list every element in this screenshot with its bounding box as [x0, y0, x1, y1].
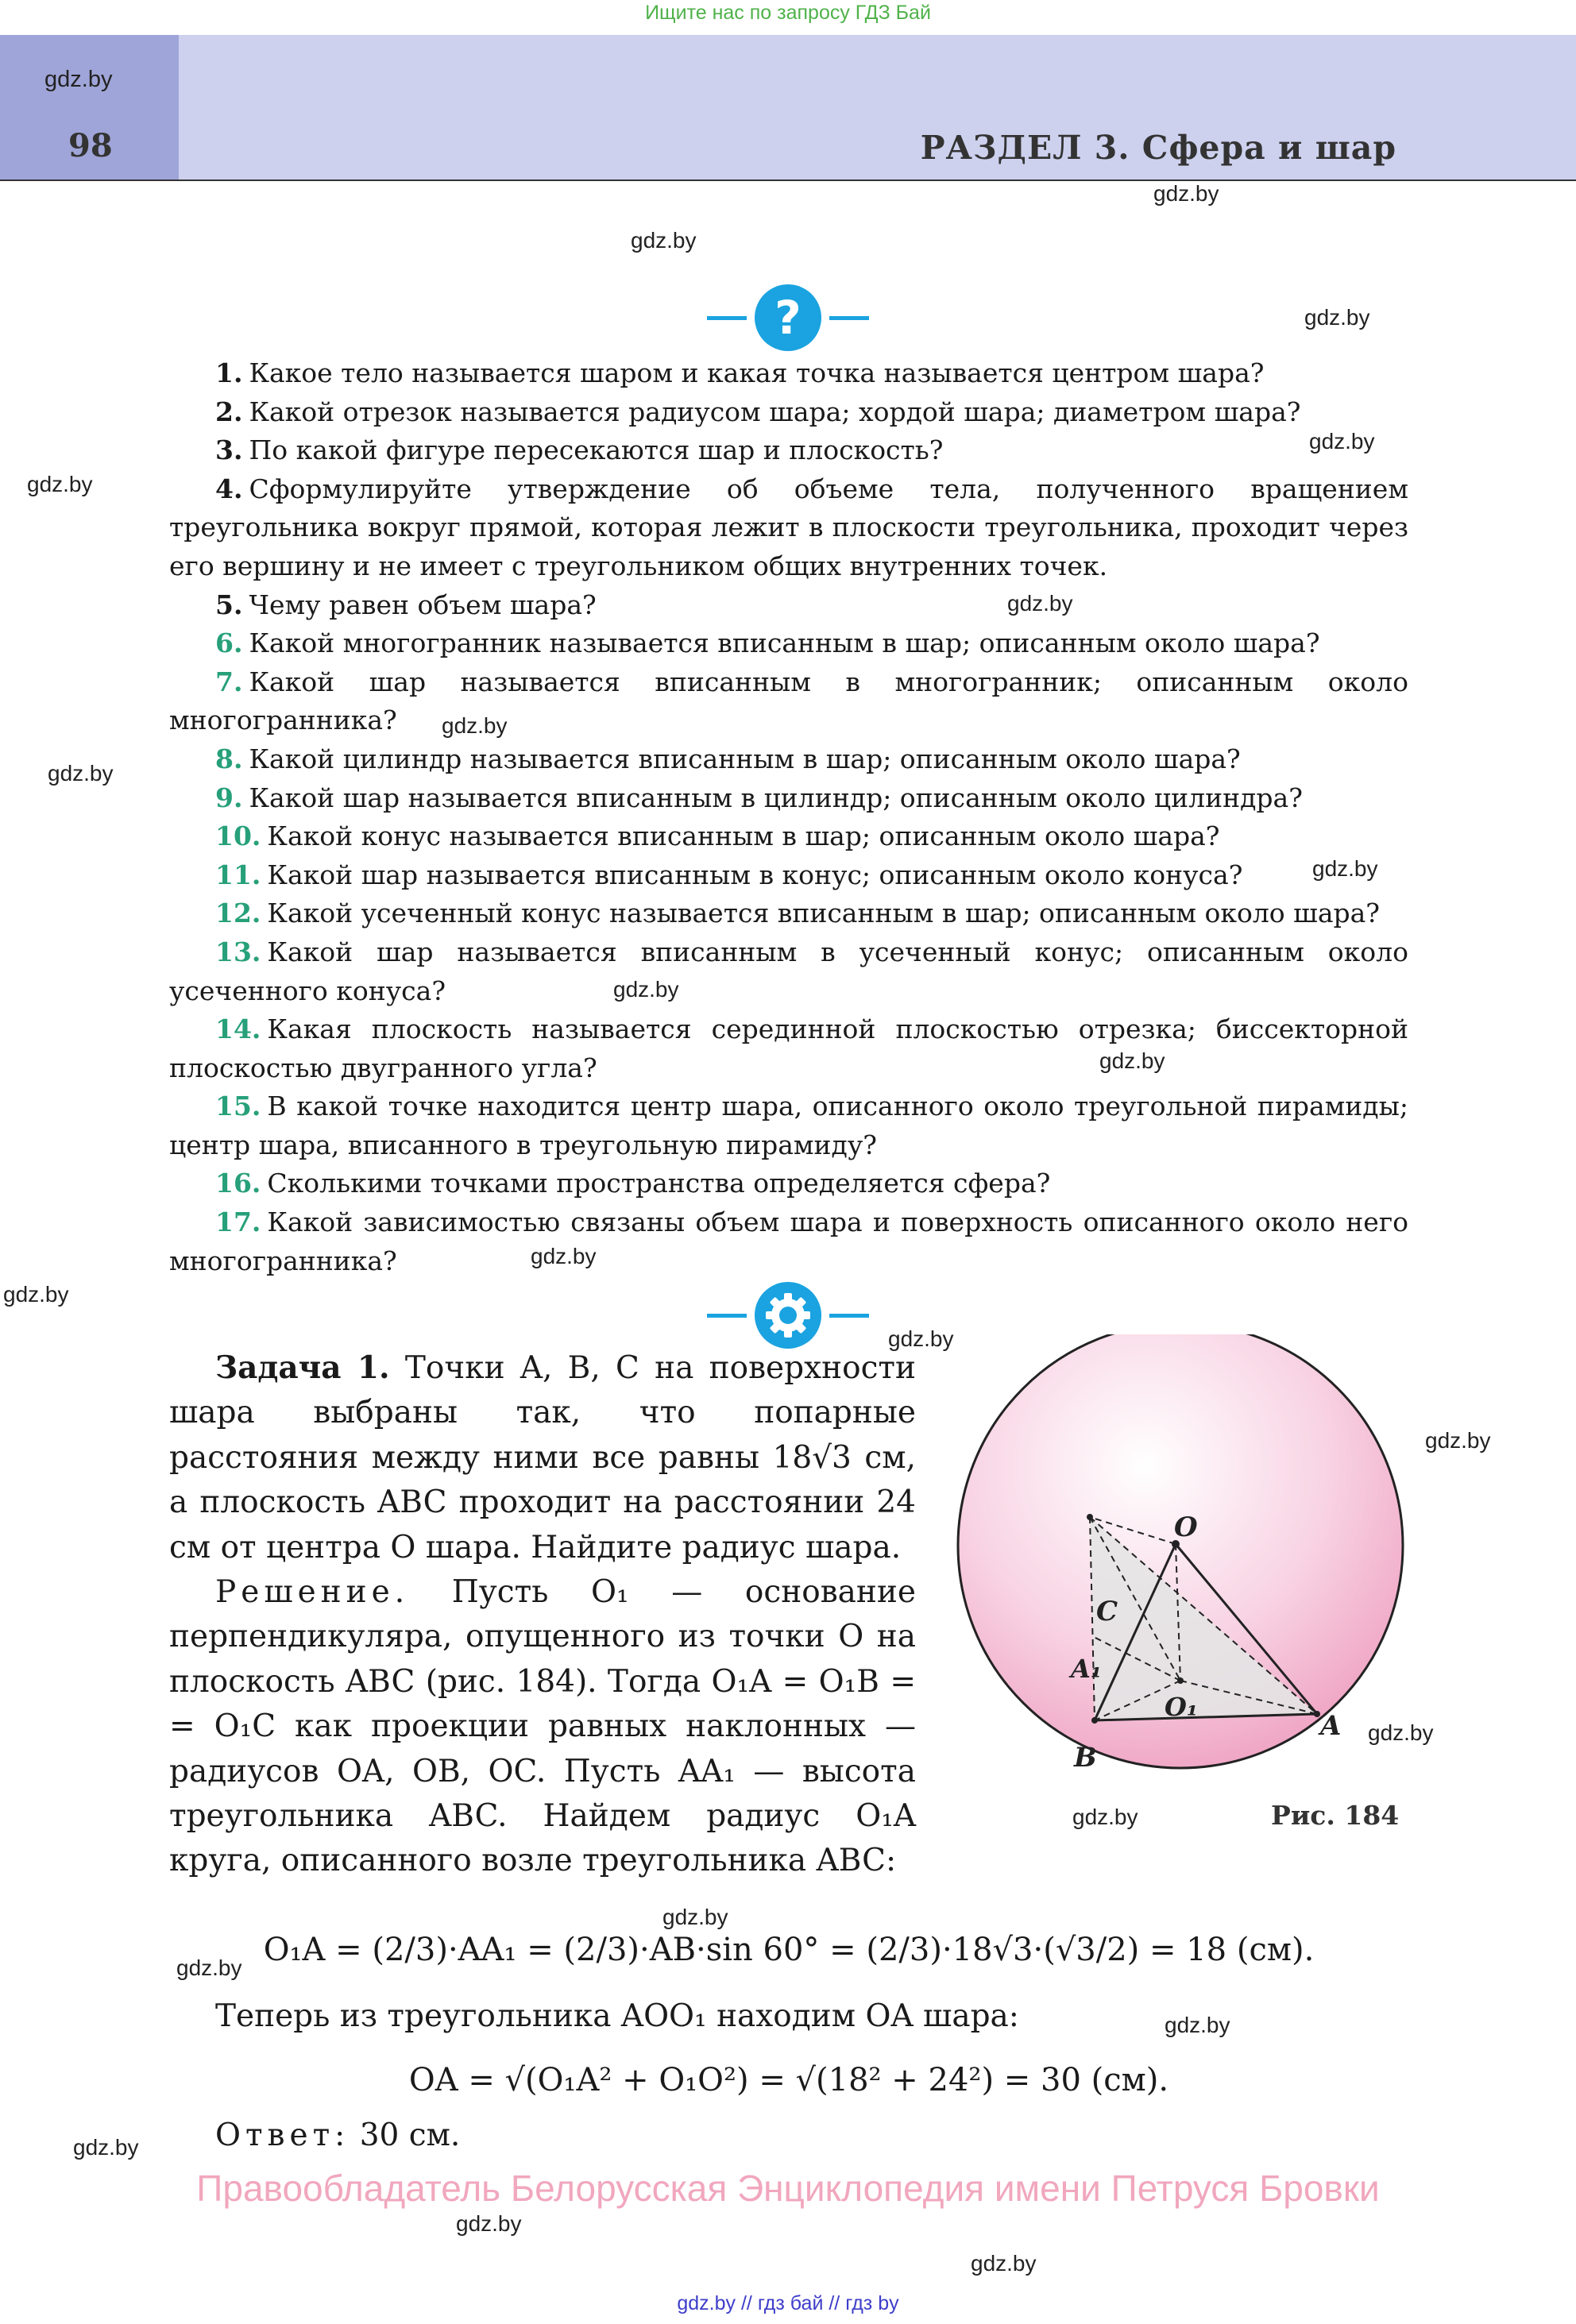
question-text: Какой шар называется вписанным в цилиндр; описанным около цилиндра? — [249, 782, 1303, 813]
question-number: 5. — [215, 589, 243, 620]
task-statement-text: Точки A, B, C на поверхности шара выбраны так, что попарные расстояния между ними все равны 18√3 см, а плоскость ABC проходит на расстоянии 24 см от центра O шара. Найдите радиус шара. — [169, 1350, 916, 1565]
question-number: 4. — [215, 473, 243, 504]
watermark: gdz.by — [27, 472, 93, 496]
watermark: gdz.by — [531, 1244, 597, 1268]
question-item — [169, 933, 1408, 1010]
watermark: gdz.by — [1309, 429, 1375, 454]
question-item — [169, 393, 1408, 432]
question-number: 8. — [215, 743, 243, 774]
watermark: gdz.by — [176, 1955, 242, 1980]
question-text: По какой фигуре пересекаются шар и плоскость? — [249, 434, 944, 466]
question-text: Сформулируйте утверждение об объеме тела, полученного вращением треугольника вокруг прямой, которая лежит в плоскости треугольника, проходит через его вершину и не имеет с треугольником общих внутренних точек. — [169, 473, 1408, 581]
copyright-notice: Правообладатель Белорусская Энциклопедия имени Петруся Бровки — [196, 2168, 1380, 2209]
task-title: Задача 1. — [215, 1349, 390, 1386]
watermark: gdz.by — [3, 1282, 69, 1307]
question-item — [169, 1203, 1408, 1280]
watermark: gdz.by — [888, 1326, 954, 1351]
answer-label: Ответ: — [215, 2117, 350, 2153]
watermark: gdz.by — [48, 761, 114, 786]
question-text: Какой зависимостью связаны объем шара и поверхность описанного около него многогранника? — [169, 1206, 1408, 1276]
figure-caption: Рис. 184 — [1271, 1800, 1400, 1831]
gear-icon — [707, 1277, 869, 1353]
formula-radius: O₁A = (2/3)·AA₁ = (2/3)·AB·sin 60° = (2/3)·18√3·(√3/2) = 18 (см). — [263, 1932, 1315, 1968]
question-item — [169, 586, 1408, 625]
then-text: Теперь из треугольника AOO₁ находим OA шара: — [215, 1998, 1019, 2034]
formula-oa: OA = √(O₁A² + O₁O²) = √(18² + 24²) = 30 (см). — [408, 2062, 1169, 2098]
question-text: Какая плоскость называется серединной плоскостью отрезка; биссекторной плоскостью двугранного угла? — [169, 1013, 1408, 1083]
watermark: gdz.by — [1153, 181, 1219, 206]
question-number: 3. — [215, 434, 243, 466]
watermark: gdz.by — [442, 713, 508, 738]
question-number: 2. — [215, 396, 243, 427]
watermark: gdz.by — [73, 2135, 139, 2160]
watermark: gdz.by — [1099, 1048, 1165, 1073]
task-statement — [169, 1345, 916, 1570]
answer-value: 30 см. — [359, 2117, 461, 2153]
footer-links[interactable]: gdz.by // гдз бай // гдз by — [677, 2292, 899, 2314]
question-item — [169, 624, 1408, 663]
watermark: gdz.by — [1425, 1428, 1491, 1453]
question-number: 1. — [215, 357, 243, 388]
question-text: Какой шар называется вписанным в многогранник; описанным около многогранника? — [169, 666, 1408, 736]
question-number: 16. — [215, 1168, 261, 1199]
label-c: C — [1096, 1596, 1118, 1627]
label-o: O — [1174, 1511, 1198, 1543]
question-text: Какой шар называется вписанным в конус; описанным около конуса? — [267, 859, 1243, 890]
question-item — [169, 740, 1408, 779]
header-site: gdz.by — [44, 67, 113, 92]
watermark: gdz.by — [1368, 1720, 1434, 1745]
question-text: Какой многогранник называется вписанным в шар; описанным около шара? — [249, 627, 1320, 659]
watermark: gdz.by — [1007, 591, 1073, 616]
question-text: Какой усеченный конус называется вписанным в шар; описанным около шара? — [267, 898, 1381, 929]
question-text: Какой отрезок называется радиусом шара; хордой шара; диаметром шара? — [249, 396, 1301, 427]
question-number: 9. — [215, 782, 243, 813]
question-item — [169, 663, 1408, 740]
section-title: РАЗДЕЛ 3. Сфера и шар — [920, 129, 1396, 167]
question-text: Какое тело называется шаром и какая точка называется центром шара? — [249, 357, 1265, 388]
question-text: Какой конус называется вписанным в шар; описанным около шара? — [267, 820, 1220, 852]
question-text: Сколькими точками пространства определяется сфера? — [267, 1168, 1051, 1199]
watermark: gdz.by — [456, 2211, 522, 2236]
question-item — [169, 431, 1408, 470]
question-icon — [707, 280, 869, 356]
question-number: 6. — [215, 627, 243, 659]
question-item — [169, 354, 1408, 393]
solution-text: Пусть O₁ — основание перпендикуляра, опущенного из точки O на плоскость ABC (рис. 184). Тогда O₁A = O₁B = = O₁C как проекции равных наклонных — радиусов OA, OB, OC. Пусть AA₁ — высота треугольника ABC. Найдем радиус O₁A круга, описанного возле треугольника ABC: — [169, 1574, 916, 1879]
question-number: 14. — [215, 1013, 261, 1045]
question-text: Чему равен объем шара? — [249, 589, 597, 620]
watermark: gdz.by — [1312, 856, 1378, 881]
question-number: 15. — [215, 1091, 261, 1122]
question-number: 17. — [215, 1206, 261, 1238]
watermark: gdz.by — [613, 977, 679, 1002]
question-item — [169, 1164, 1408, 1203]
top-banner: Ищите нас по запросу ГДЗ Бай — [645, 2, 931, 24]
label-a1: A₁ — [1071, 1654, 1102, 1684]
task-block — [169, 1345, 916, 1884]
watermark: gdz.by — [1304, 305, 1370, 330]
watermark: gdz.by — [662, 1905, 728, 1929]
question-item — [169, 856, 1408, 895]
label-b: B — [1074, 1742, 1097, 1774]
question-item — [169, 779, 1408, 818]
page-number: 98 — [68, 127, 113, 164]
watermark: gdz.by — [631, 228, 697, 253]
question-number: 11. — [215, 859, 261, 890]
question-number: 12. — [215, 898, 261, 929]
question-number: 7. — [215, 666, 243, 697]
question-text: Какой цилиндр называется вписанным в шар; описанным около шара? — [249, 743, 1241, 774]
svg-text:?: ? — [774, 291, 802, 345]
watermark: gdz.by — [1165, 2013, 1230, 2037]
question-item — [169, 1010, 1408, 1087]
solution-label: Решение. — [215, 1574, 410, 1611]
answer-line — [215, 2117, 460, 2153]
watermark: gdz.by — [971, 2251, 1037, 2276]
question-text: Какой шар называется вписанным в усеченный конус; описанным около усеченного конуса? — [169, 936, 1408, 1006]
question-number: 13. — [215, 936, 261, 967]
question-item — [169, 817, 1408, 856]
label-a: A — [1320, 1710, 1342, 1742]
label-o1: O₁ — [1165, 1692, 1198, 1722]
questions-list — [169, 354, 1408, 1280]
question-text: В какой точке находится центр шара, описанного около треугольной пирамиды; центр шара, вписанного в треугольную пирамиду? — [169, 1091, 1408, 1160]
question-item — [169, 470, 1408, 586]
watermark: gdz.by — [1072, 1805, 1138, 1829]
question-item — [169, 894, 1408, 933]
question-item — [169, 1087, 1408, 1164]
solution-paragraph — [169, 1570, 916, 1884]
sphere-figure — [945, 1334, 1422, 1779]
question-number: 10. — [215, 820, 261, 852]
